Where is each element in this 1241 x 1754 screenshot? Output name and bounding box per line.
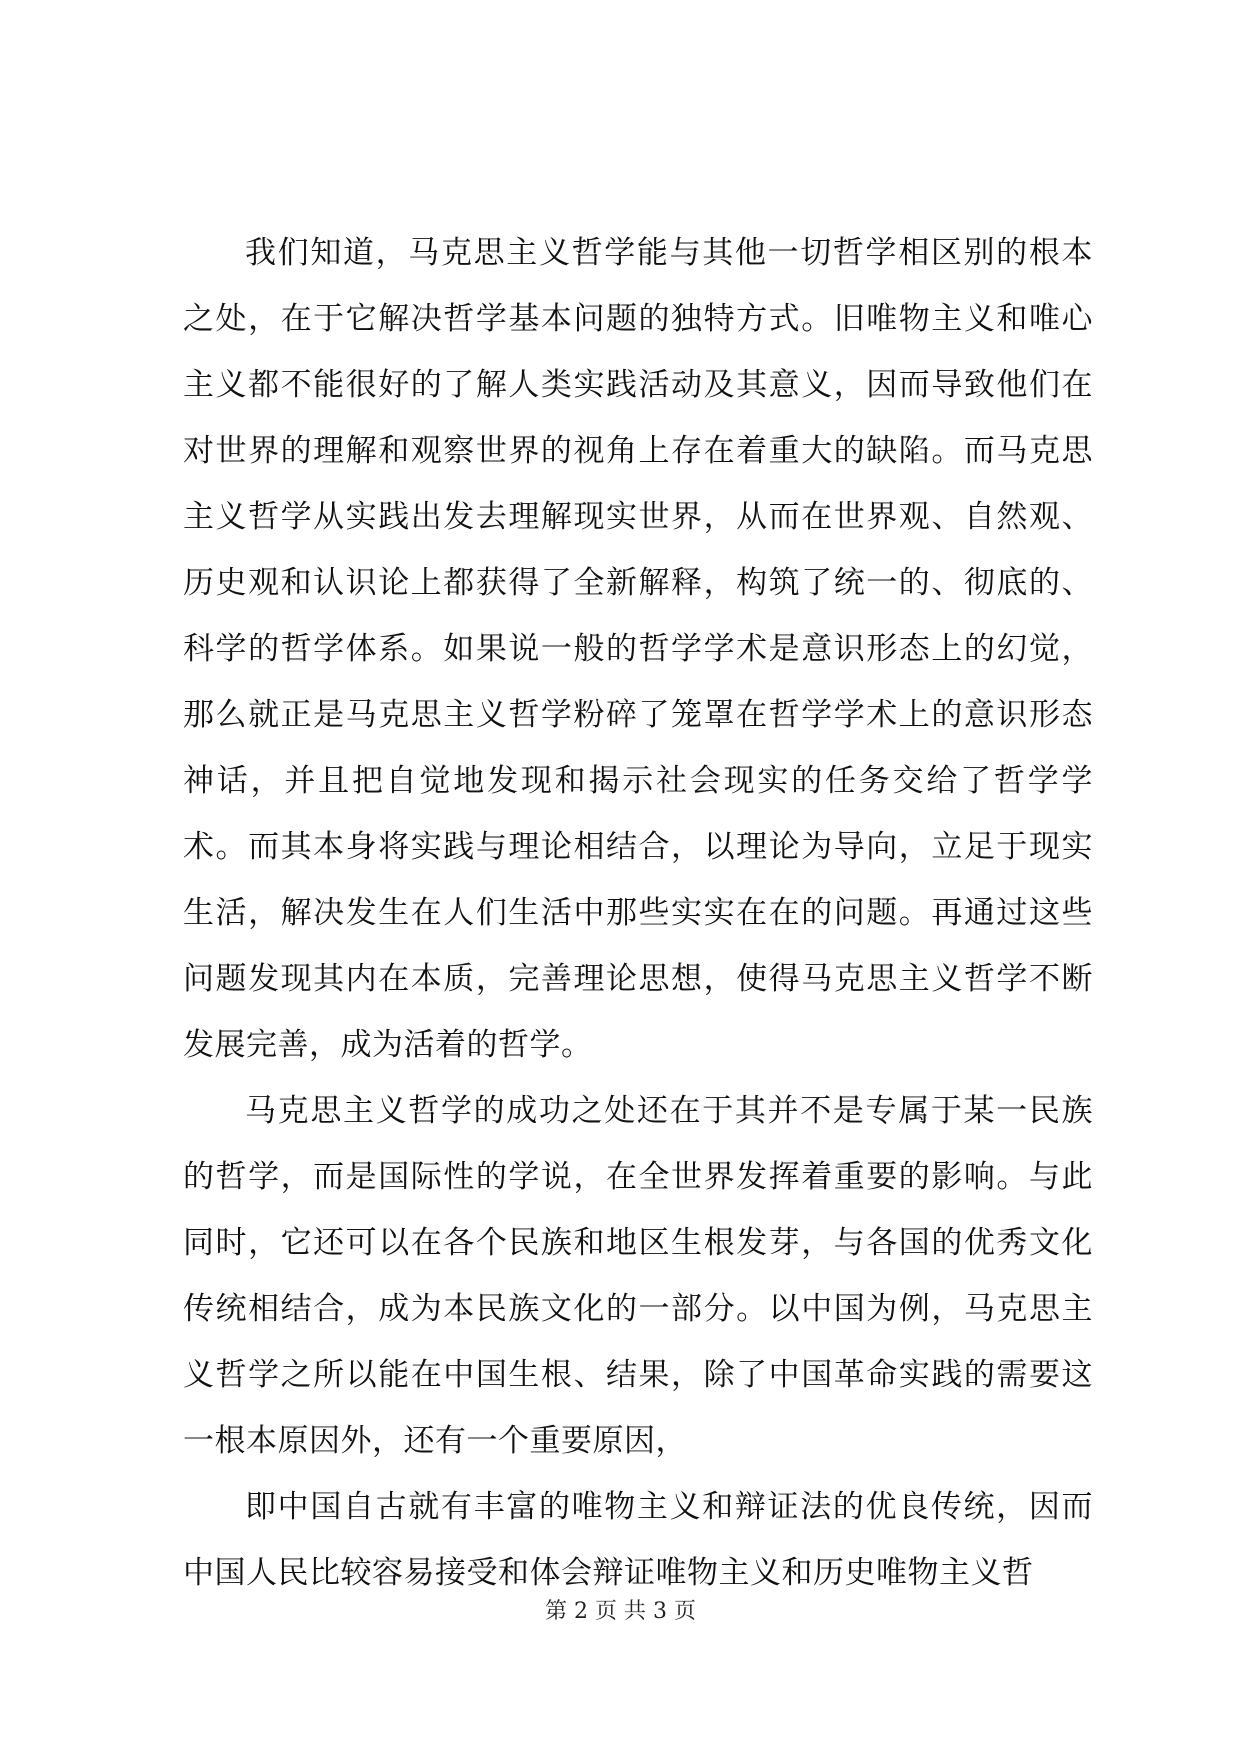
page-number-indicator: 第 2 页 共 3 页 <box>545 1599 696 1624</box>
paragraph-3: 即中国自古就有丰富的唯物主义和辩证法的优良传统，因而中国人民比较容易接受和体会辩证唯物主义和历史唯物主义哲 <box>183 1489 1093 1591</box>
page-footer <box>0 1597 1241 1627</box>
paragraph-2: 马克思主义哲学的成功之处还在于其并不是专属于某一民族的哲学，而是国际性的学说，在全世界发挥着重要的影响。与此同时，它还可以在各个民族和地区生根发芽，与各国的优秀文化传统相结合，成为本民族文化的一部分。以中国为例，马克思主义哲学之所以能在中国生根、结果，除了中国革命实践的需要这一根本原因外，还有一个重要原因， <box>183 1093 1093 1459</box>
paragraph-1: 我们知道，马克思主义哲学能与其他一切哲学相区别的根本之处，在于它解决哲学基本问题的独特方式。旧唯物主义和唯心主义都不能很好的了解人类实践活动及其意义，因而导致他们在对世界的理解和观察世界的视角上存在着重大的缺陷。而马克思主义哲学从实践出发去理解现实世界，从而在世界观、自然观、历史观和认识论上都获得了全新解释，构筑了统一的、彻底的、科学的哲学体系。如果说一般的哲学学术是意识形态上的幻觉，那么就正是马克思主义哲学粉碎了笼罩在哲学学术上的意识形态神话，并且把自觉地发现和揭示社会现实的任务交给了哲学学术。而其本身将实践与理论相结合，以理论为导向，立足于现实生活，解决发生在人们生活中那些实实在在的问题。再通过这些问题发现其内在本质，完善理论思想，使得马克思主义哲学不断发展完善，成为活着的哲学。 <box>183 235 1093 1063</box>
document-body <box>183 220 1093 1606</box>
